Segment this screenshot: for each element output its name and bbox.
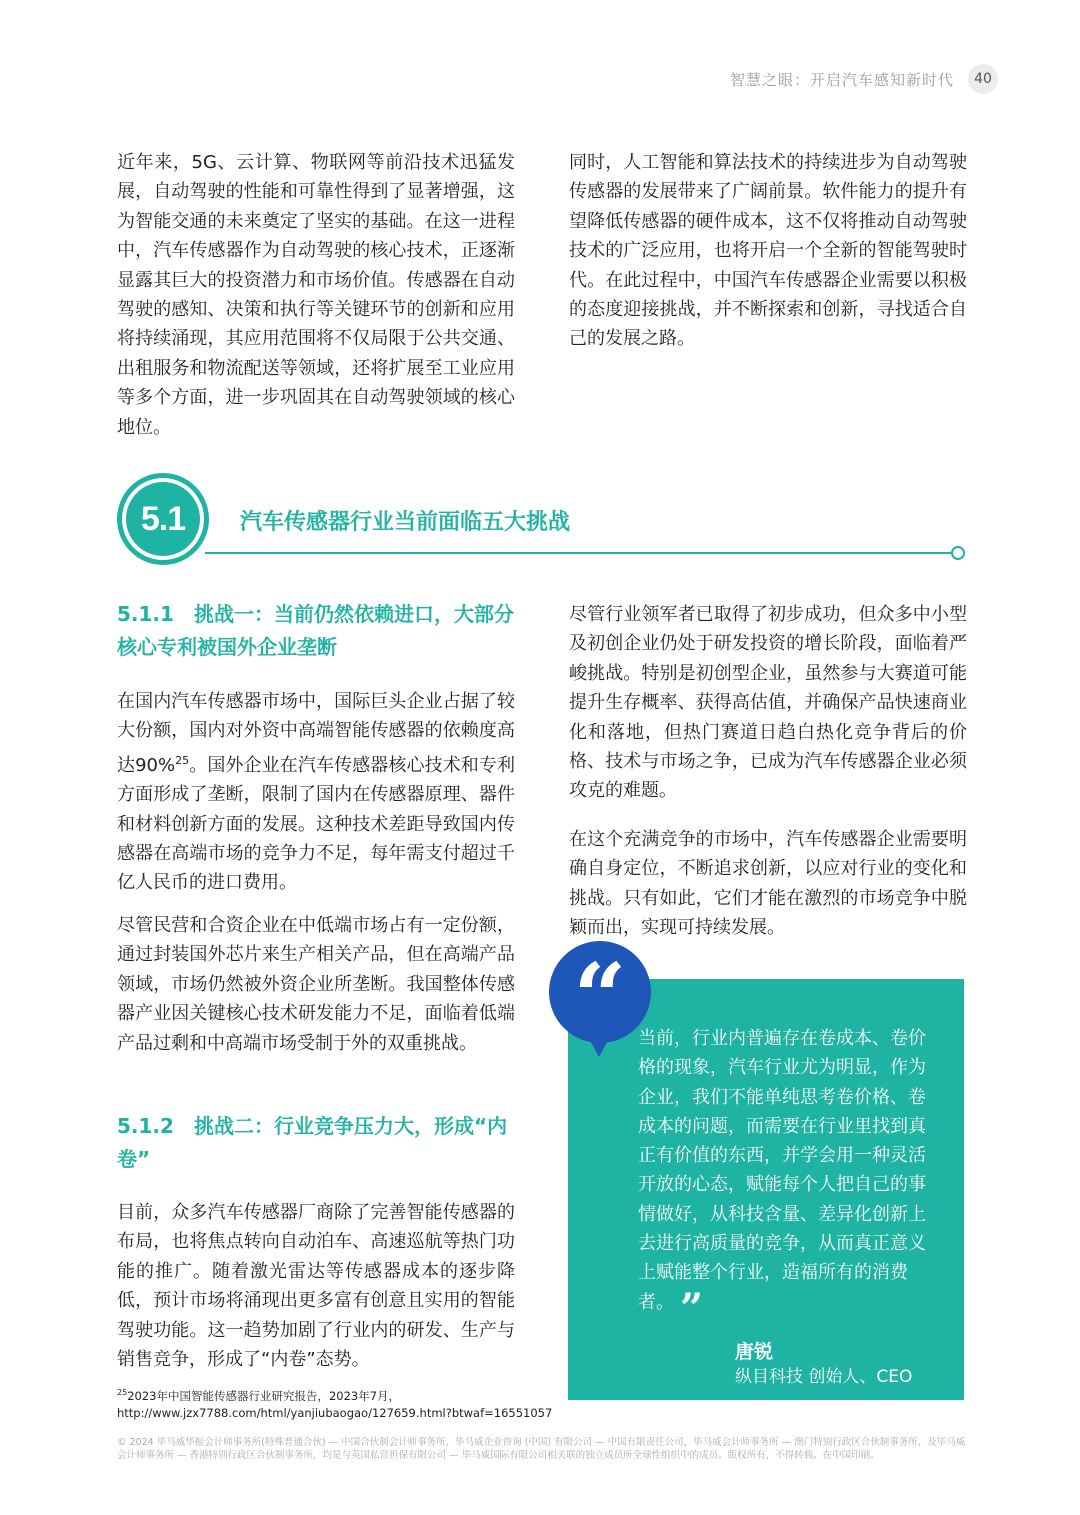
quote-author-role: 纵目科技 创始人、CEO [735, 1367, 913, 1387]
right-column-paragraph-1: 尽管行业领军者已取得了初步成功，但众多中小型及初创企业仍处于研发投资的增长阶段，面临着严峻挑战。特别是初创型企业，虽然参与大赛道可能提升生存概率、获得高估值，并确保产品快速商业化和落地，但热门赛道日趋白热化竞争背后的价格、技术与市场之争，已成为汽车传感器企业必须攻克的难题。 [569, 604, 967, 802]
subsection-1-paragraph-1: 在国内汽车传感器市场中，国际巨头企业占据了较大份额，国内对外资中高端智能传感器的依赖度高达90%$^{25}$。国外企业在汽车传感器核心技术和专利方面形成了垄断，限制了国内在传感器原理、器件和材料创新方面的发展。这种技术差距导致国内传感器在高端市场的竞争力不足，每年需支付超过千亿人民币的进口费用。 [117, 691, 516, 894]
quote-text: 当前，行业内普遍存在卷成本、卷价格的现象，汽车行业尤为明显，作为企业，我们不能单纯思考卷价格、卷成本的问题，而需要在行业里找到真正有价值的东西，并学会用一种灵活开放的心态，赋能每个人把自己的事情做好，从科技含量、差异化创新上去进行高质量的竞争，从而真正意义上赋能整个行业，造福所有的消费者。 ” [638, 1028, 926, 1332]
section-divider-line [205, 552, 953, 554]
quote-author: 唐锐 [735, 1341, 774, 1363]
footnote-url[interactable]: http://www.jzx7788.com/html/yanjiubaogao/127659.html?btwaf=16551057 [117, 1405, 553, 1420]
running-title: 智慧之眼：开启汽车感知新时代 [729, 70, 954, 89]
section-title: 汽车传感器行业当前面临五大挑战 [240, 510, 571, 535]
footnote-ref: 25 [175, 753, 190, 767]
right-column-paragraph-2: 在这个充满竞争的市场中，汽车传感器企业需要明确自身定位，不断追求创新，以应对行业的变化和挑战。只有如此，它们才能在激烈的市场竞争中脱颖而出，实现可持续发展。 [569, 829, 967, 939]
subsection-2-heading: 5.1.2 挑战二：行业竞争压力大，形成“内卷” [117, 1114, 508, 1171]
section-number: 5.1 [126, 482, 200, 556]
close-quote-icon: ” [680, 1284, 704, 1332]
page-header [730, 64, 998, 94]
subsection-2-paragraph-1: 目前，众多汽车传感器厂商除了完善智能传感器的布局，也将焦点转向自动泊车、高速巡航等热门功能的推广。随着激光雷达等传感器成本的逐步降低，预计市场将涌现出更多富有创意且实用的智能驾驶功能。这一趋势加剧了行业内的研发、生产与销售竞争，形成了“内卷”态势。 [117, 1202, 515, 1371]
copyright-notice: © 2024 毕马威华振会计师事务所(特殊普通合伙) — 中国合伙制会计师事务所，毕马威企业咨询 (中国) 有限公司 — 中国有限责任公司，毕马威会计师事务所 — 澳门特别行政区合伙制事务所，及毕马威会计师事务所 — 香港特别行政区合伙制事务所，均是与英国私营担保有限公司 — 毕马威国际有限公司相关联的独立成员所全球性组织中的成员。版权所有，不得转载。在中国印刷。 [117, 1437, 966, 1461]
subsection-1-paragraph-2: 尽管民营和合资企业在中低端市场占有一定份额，通过封装国外芯片来生产相关产品，但在高端产品领域，市场仍然被外资企业所垄断。我国整体传感器产业因关键核心技术研发能力不足，面临着低端产品过剩和中高端市场受制于外的双重挑战。 [117, 915, 515, 1054]
open-quote-icon: “ [549, 941, 651, 1043]
section-divider-dot [951, 546, 965, 560]
intro-left-paragraph: 近年来，5G、云计算、物联网等前沿技术迅猛发展，自动驾驶的性能和可靠性得到了显著增强，这为智能交通的未来奠定了坚实的基础。在这一进程中，汽车传感器作为自动驾驶的核心技术，正逐渐显露其巨大的投资潜力和市场价值。传感器在自动驾驶的感知、决策和执行等关键环节的创新和应用将持续涌现，其应用范围将不仅局限于公共交通、出租服务和物流配送等领域，还将扩展至工业应用等多个方面，进一步巩固其在自动驾驶领域的核心地位。 [117, 152, 515, 438]
page-number: 40 [968, 64, 998, 94]
intro-right-paragraph: 同时，人工智能和算法技术的持续进步为自动驾驶传感器的发展带来了广阔前景。软件能力的提升有望降低传感器的硬件成本，这不仅将推动自动驾驶技术的广泛应用，也将开启一个全新的智能驾驶时代。在此过程中，中国汽车传感器企业需要以积极的态度迎接挑战，并不断探索和创新，寻找适合自己的发展之路。 [569, 152, 967, 350]
subsection-1-heading: 5.1.1 挑战一：当前仍然依赖进口，大部分核心专利被国外企业垄断 [117, 602, 514, 659]
footnote: $^{25}$2023年中国智能传感器行业研究报告，2023年7月， http://www.jzx7788.com/html/yanjiubaogao/127659.html?btwaf=16551057 [117, 1388, 553, 1420]
